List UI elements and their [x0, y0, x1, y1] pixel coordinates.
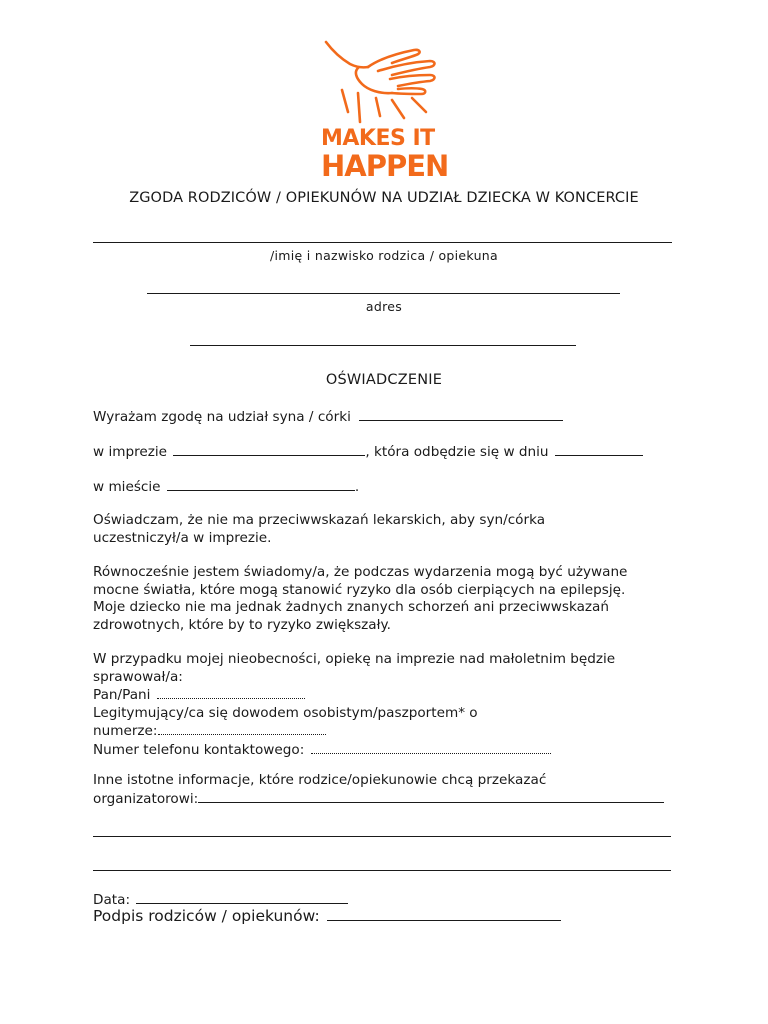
- city-period: .: [354, 479, 360, 495]
- statement-lights: [93, 564, 683, 634]
- event-date-label: , która odbędzie się w dniu: [365, 444, 549, 460]
- guardian-id-label: numerze:: [93, 723, 158, 739]
- guardian-name-field[interactable]: [157, 686, 305, 699]
- statement-lights-line3: Moje dziecko nie ma jednak żadnych znanych schorzeń ani przeciwwskazań: [93, 599, 609, 615]
- logo-text-line2: HAPPEN: [321, 149, 449, 183]
- city-label: w mieście: [93, 479, 161, 495]
- child-name-field[interactable]: [359, 408, 563, 421]
- logo-text-line1: MAKES IT: [321, 126, 435, 151]
- consent-label: Wyrażam zgodę na udział syna / córki: [93, 409, 351, 425]
- hand-icon: [318, 38, 450, 130]
- guardian-phone-line: [93, 741, 683, 760]
- parent-name-field[interactable]: [93, 242, 672, 243]
- statement-lights-line4: zdrowotnych, które by to ryzyko zwiększały.: [93, 616, 391, 633]
- other-info-line-2-field[interactable]: [93, 836, 671, 837]
- statement-medical-line1: Oświadczam, że nie ma przeciwwskazań lekarskich, aby syn/córka: [93, 512, 546, 528]
- guardian-line2: sprawował/a:: [93, 668, 183, 685]
- address-field[interactable]: [147, 293, 620, 294]
- makes-it-happen-logo: [318, 38, 450, 186]
- city-field[interactable]: [167, 478, 355, 491]
- other-info-line1: Inne istotne informacje, które rodzice/opiekunowie chcą przekazać: [93, 772, 547, 788]
- signature-line: [93, 908, 683, 926]
- event-name-field[interactable]: [173, 443, 365, 456]
- statement-medical-line2: uczestniczył/a w imprezie.: [93, 529, 272, 546]
- other-info-section: [93, 772, 683, 808]
- guardian-id-line2: [93, 722, 683, 741]
- guardian-name-label: Pan/Pani: [93, 687, 151, 703]
- date-label: Data:: [93, 892, 131, 908]
- guardian-phone-field[interactable]: [311, 741, 551, 754]
- statement-lights-line2: mocne światła, które mogą stanowić ryzyko dla osób cierpiących na epilepsję.: [93, 581, 626, 598]
- guardian-id-line1: Legitymujący/ca się dowodem osobistym/paszportem* o: [93, 704, 478, 721]
- statement-heading: OŚWIADCZENIE: [325, 372, 443, 388]
- signature-field[interactable]: [327, 908, 561, 921]
- other-info-field[interactable]: [198, 790, 664, 803]
- city-line: [93, 478, 683, 497]
- guardian-line1: W przypadku mojej nieobecności, opiekę na imprezie nad małoletnim będzie: [93, 651, 616, 667]
- signature-label: Podpis rodziców / opiekunów:: [93, 907, 320, 925]
- parent-name-caption: /imię i nazwisko rodzica / opiekuna: [270, 248, 498, 263]
- other-info-label: organizatorowi:: [93, 790, 199, 807]
- statement-lights-line1: Równocześnie jestem świadomy/a, że podczas wydarzenia mogą być używane: [93, 564, 628, 580]
- guardian-name-line: [93, 686, 683, 705]
- statement-medical: [93, 512, 683, 547]
- guardian-section: [93, 651, 683, 759]
- consent-line: [93, 408, 683, 427]
- event-label: w imprezie: [93, 444, 168, 460]
- address-line-2-field[interactable]: [190, 345, 576, 346]
- document-title: ZGODA RODZICÓW / OPIEKUNÓW NA UDZIAŁ DZIECKA W KONCERCIE: [129, 190, 639, 206]
- date-field[interactable]: [136, 891, 348, 904]
- guardian-id-field[interactable]: [158, 722, 326, 735]
- address-caption: adres: [365, 299, 403, 314]
- event-line: [93, 443, 683, 462]
- guardian-phone-label: Numer telefonu kontaktowego:: [93, 741, 305, 758]
- event-date-field[interactable]: [555, 443, 643, 456]
- other-info-line2: [93, 790, 683, 809]
- other-info-line-3-field[interactable]: [93, 870, 671, 871]
